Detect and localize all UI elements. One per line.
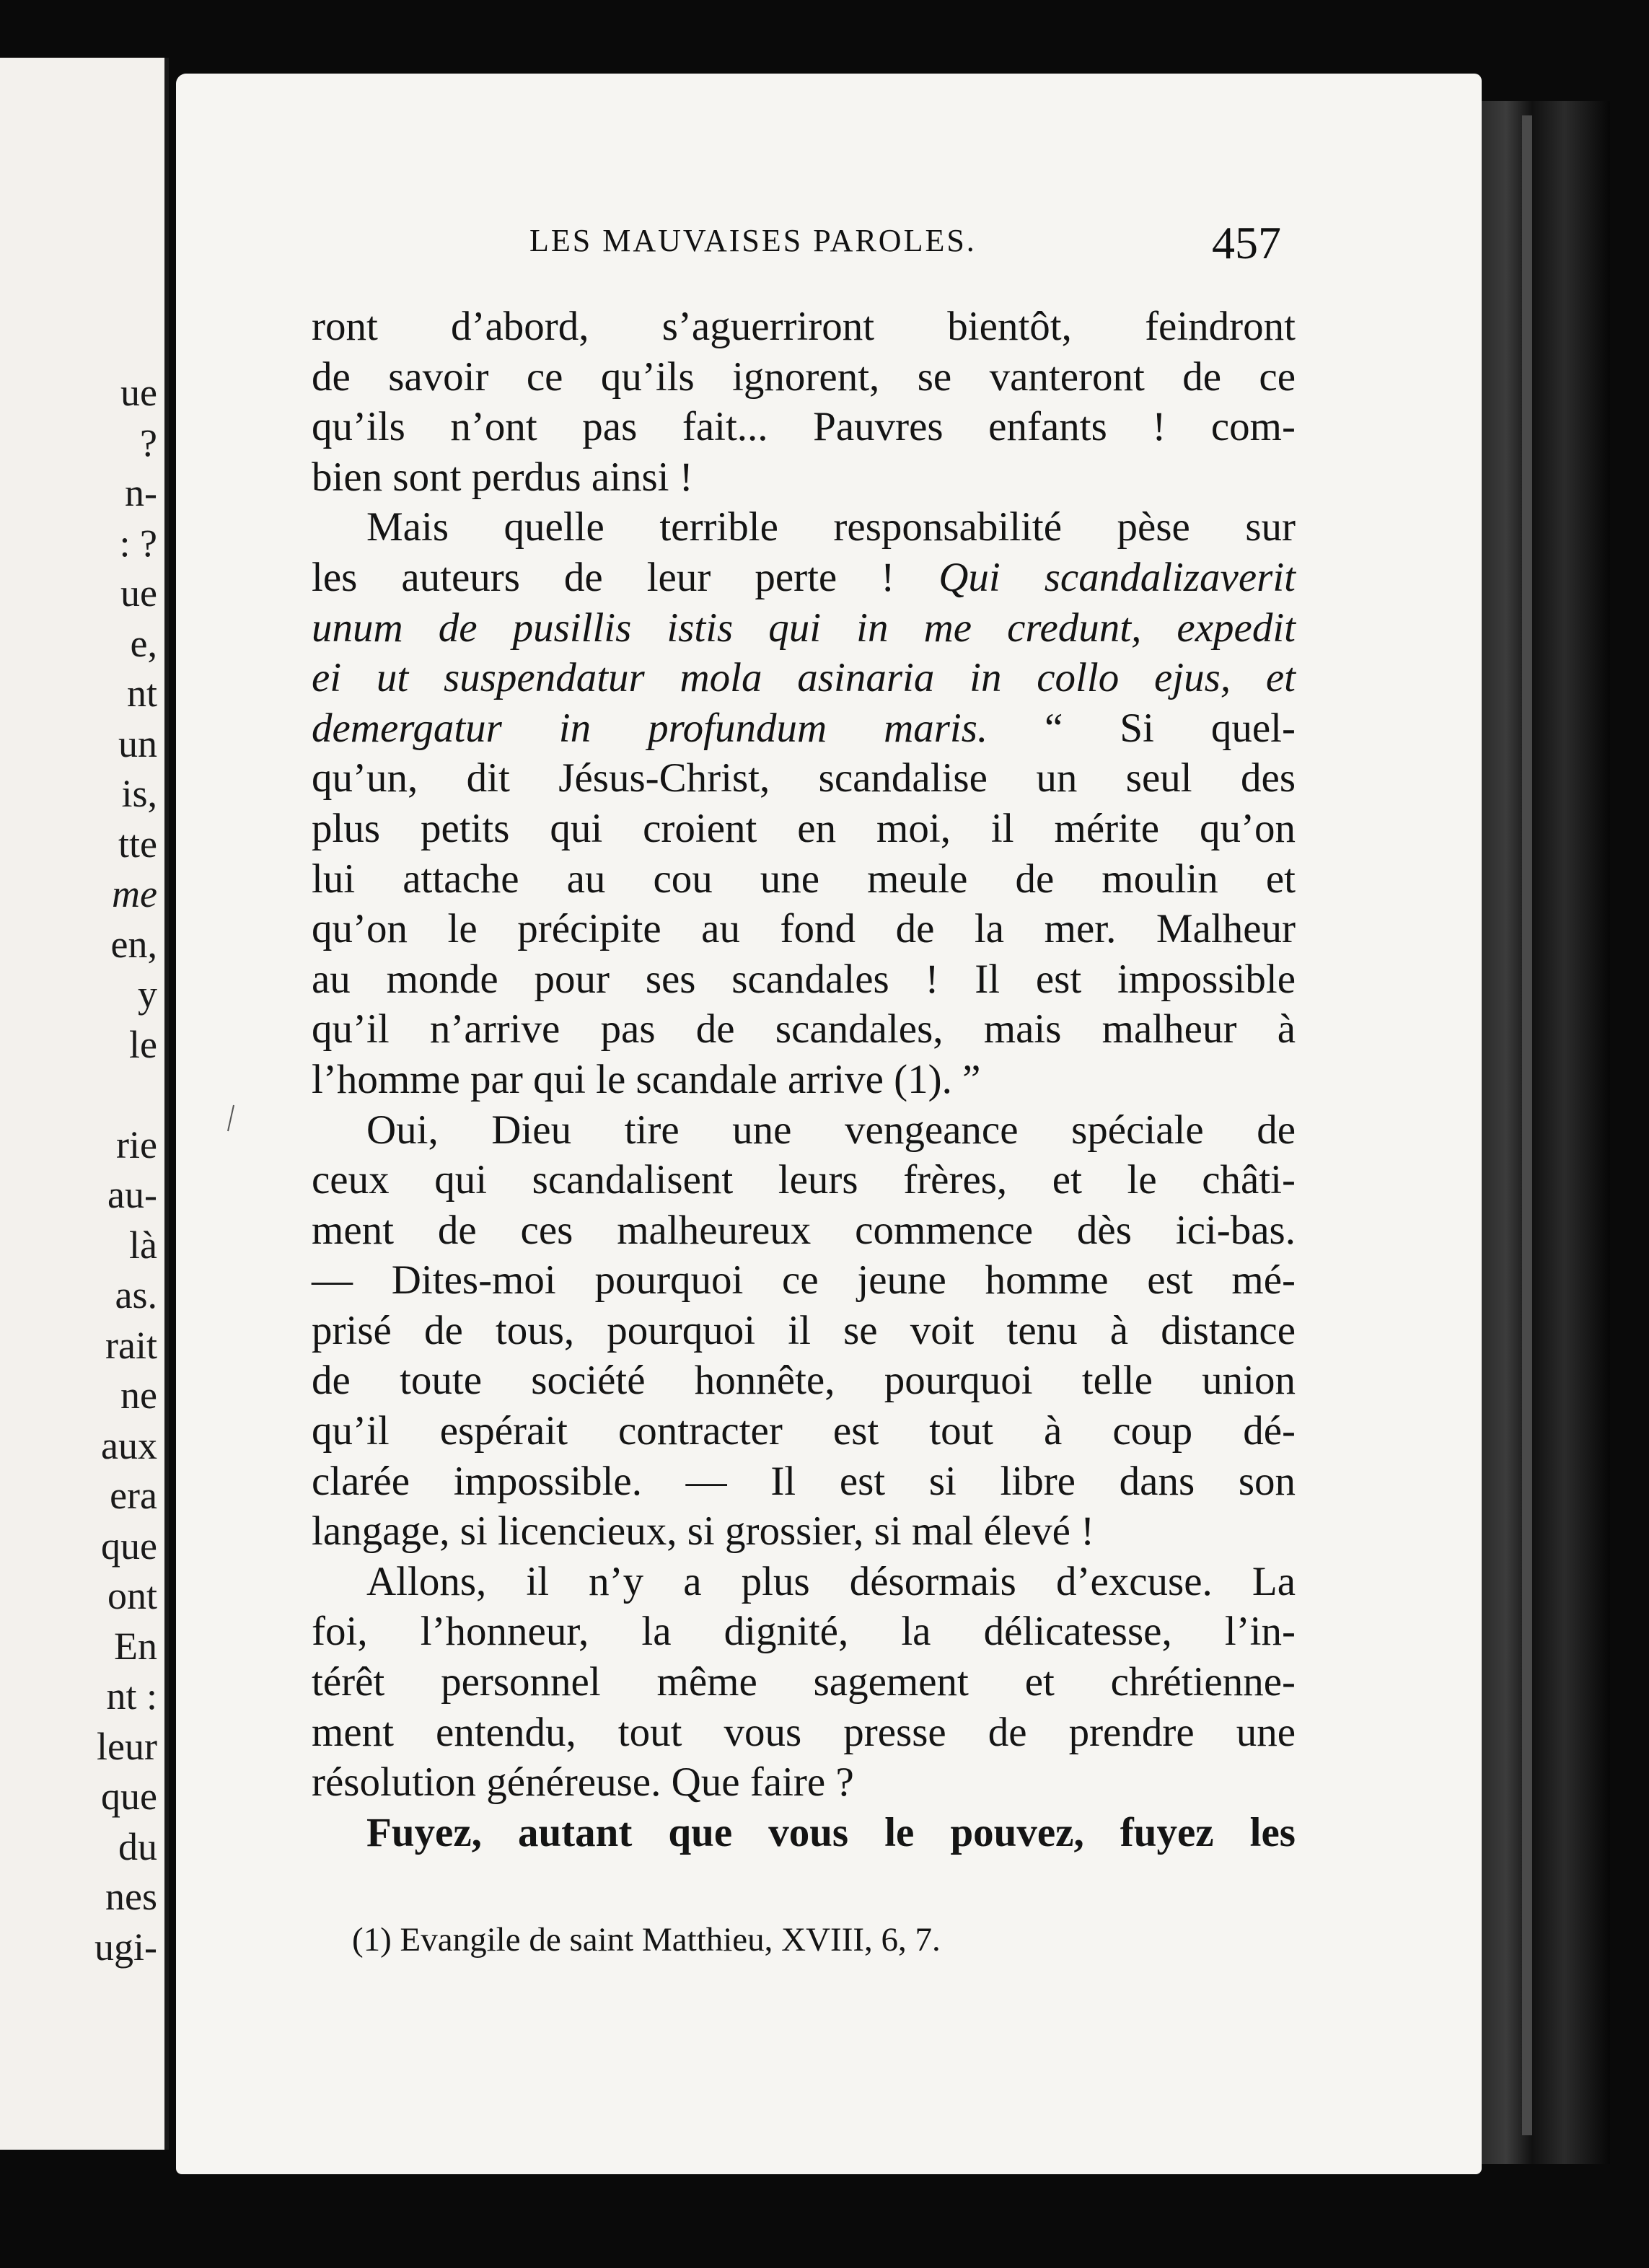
text-line: qu’ils n’ont pas fait... Pauvres enfants ! com- <box>312 404 1296 450</box>
facing-page-fragment: y <box>138 972 157 1016</box>
text-line: qu’il espérait contracter est tout à coup dé- <box>312 1408 1296 1454</box>
facing-page-fragment: ont <box>107 1574 157 1617</box>
facing-page-fragment: nes <box>105 1875 157 1918</box>
latin-quote: Qui scandalizaverit <box>938 554 1296 600</box>
text-line: plus petits qui croient en moi, il mérite qu’on <box>312 805 1296 851</box>
latin-quote: demergatur in profundum maris. <box>312 705 988 751</box>
facing-page-fragment: ne <box>120 1373 157 1417</box>
facing-page-fragment <box>0 1070 163 1120</box>
text-run: les auteurs de leur perte ! <box>312 554 939 600</box>
text-line: de savoir ce qu’ils ignorent, se vanteront de ce <box>312 353 1296 400</box>
text-line: ment de ces malheureux commence dès ici-bas. <box>312 1207 1296 1253</box>
text-line: qu’un, dit Jésus-Christ, scandalise un seul des <box>312 755 1296 801</box>
book-page-edges <box>1480 101 1610 2164</box>
facing-page-fragment: ue <box>120 571 157 615</box>
text-line: foi, l’honneur, la dignité, la délicatesse, l’in- <box>312 1609 1296 1655</box>
text-line: langage, si licencieux, si grossier, si mal élevé ! <box>312 1508 1095 1555</box>
facing-page-fragment: tte <box>118 822 157 866</box>
body-text <box>312 302 1296 1858</box>
facing-page-fragment: au- <box>107 1173 157 1216</box>
footnote: (1) Evangile de saint Matthieu, XVIII, 6, 7. <box>352 1921 941 1959</box>
facing-page-fragment: un <box>118 721 157 765</box>
facing-page-fragment: ? <box>140 421 157 465</box>
facing-page-fragment: leur <box>97 1724 157 1768</box>
text-line: prisé de tous, pourquoi il se voit tenu à distance <box>312 1307 1296 1353</box>
facing-page-fragment: : ? <box>119 521 157 565</box>
facing-page-fragment: du <box>118 1824 157 1868</box>
text-line <box>312 553 1296 603</box>
book-page-edge-highlight <box>1522 115 1532 2135</box>
text-line: bien sont perdus ainsi ! <box>312 454 693 500</box>
text-line: Fuyez, autant que vous le pouvez, fuyez les <box>366 1809 1296 1855</box>
facing-page-fragment: aux <box>101 1423 157 1467</box>
text-line: térêt personnel même sagement et chrétienne- <box>312 1659 1296 1705</box>
text-line: Mais quelle terrible responsabilité pèse sur <box>366 504 1296 550</box>
facing-page-fragment: me <box>112 872 157 915</box>
text-line: au monde pour ses scandales ! Il est impossible <box>312 956 1296 1002</box>
text-line: Oui, Dieu tire une vengeance spéciale de <box>366 1107 1296 1153</box>
page-number: 457 <box>1212 217 1281 268</box>
running-title: LES MAUVAISES PAROLES. <box>529 223 977 258</box>
text-line <box>312 703 1296 754</box>
facing-page-fragment: en, <box>110 922 157 966</box>
facing-page-fragment: era <box>110 1474 157 1517</box>
facing-page-fragment: as. <box>115 1273 157 1317</box>
facing-page-fragment: En <box>114 1624 157 1668</box>
facing-page-fragment: nt : <box>106 1674 157 1718</box>
text-line: ment entendu, tout vous presse de prendre une <box>312 1709 1296 1755</box>
latin-quote-line: unum de pusillis istis qui in me credunt, expedit <box>312 605 1296 651</box>
text-line: l’homme par qui le scandale arrive (1). ” <box>312 1056 981 1102</box>
text-line: de toute société honnête, pourquoi telle union <box>312 1358 1296 1404</box>
facing-page-fragment: is, <box>121 772 157 815</box>
text-line: Allons, il n’y a plus désormais d’excuse. La <box>366 1558 1296 1604</box>
facing-page-fragment: que <box>101 1775 157 1818</box>
text-line: lui attache au cou une meule de moulin et <box>312 856 1296 902</box>
facing-page-text <box>0 368 163 1972</box>
pencil-mark <box>224 1104 238 1133</box>
latin-quote-line: ei ut suspendatur mola asinaria in collo ejus, et <box>312 655 1296 701</box>
text-run: “ Si quel- <box>988 705 1296 751</box>
facing-page-fragment: e, <box>130 621 157 665</box>
facing-page-fragment: nt <box>126 672 157 715</box>
facing-page-fragment: ue <box>120 371 157 414</box>
text-line: ront d’abord, s’aguerriront bientôt, feindront <box>312 304 1296 349</box>
facing-page-fragment: que <box>101 1524 157 1568</box>
facing-page-fragment: n- <box>125 471 157 514</box>
facing-page-fragment: rie <box>116 1122 157 1166</box>
text-line: clarée impossible. — Il est si libre dans son <box>312 1458 1296 1504</box>
text-line: — Dites-moi pourquoi ce jeune homme est mé- <box>312 1257 1296 1304</box>
facing-page-fragment: ugi- <box>94 1925 157 1969</box>
text-line: qu’il n’arrive pas de scandales, mais malheur à <box>312 1006 1296 1052</box>
text-line: ceux qui scandalisent leurs frères, et le châti- <box>312 1157 1296 1203</box>
text-line: résolution généreuse. Que faire ? <box>312 1759 854 1806</box>
text-line: qu’on le précipite au fond de la mer. Malheur <box>312 906 1296 952</box>
facing-page-left <box>0 58 169 2150</box>
facing-page-fragment: là <box>129 1223 157 1267</box>
facing-page-fragment: le <box>129 1022 157 1066</box>
facing-page-fragment: rait <box>105 1323 157 1367</box>
